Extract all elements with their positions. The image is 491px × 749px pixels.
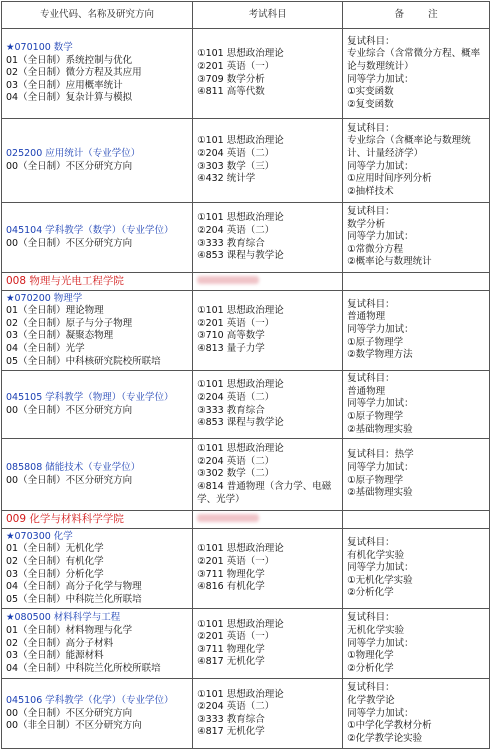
- exams-cell: [193, 119, 343, 203]
- exam-item: ①101 思想政治理论: [197, 212, 284, 224]
- direction: 04（全日制）中科院兰化所校所联培: [6, 662, 161, 674]
- exam-item: ④813 量子力学: [197, 342, 265, 354]
- exam-item: ②201 英语（一）: [197, 631, 275, 643]
- exam-item: ④814 普通物理（含力学、电磁学、光学）: [197, 480, 332, 505]
- direction: 04（全日制）光学: [6, 342, 85, 354]
- exam-item: ①101 思想政治理论: [197, 543, 284, 555]
- exams-cell: [193, 290, 343, 371]
- admissions-table: [1, 1, 490, 749]
- notes-cell: [343, 679, 490, 749]
- direction: 00（全日制）不区分研究方向: [6, 404, 133, 416]
- note-item: ①物理化学: [347, 650, 394, 662]
- direction: 05（全日制）中科院兰化所联培: [6, 593, 142, 605]
- note-item: 同等学力加试：: [347, 562, 414, 574]
- section-title-cell: [2, 511, 193, 529]
- direction: 04（全日制）复杂计算与模拟: [6, 92, 133, 104]
- note-item: 同等学力加试：: [347, 324, 414, 336]
- major-code: ★070300 化学: [6, 530, 73, 542]
- header-col-notes: 备 注: [343, 2, 490, 29]
- direction: 02（全日制）高分子材料: [6, 637, 114, 649]
- exam-item: ①101 思想政治理论: [197, 135, 284, 147]
- exam-item: ①101 思想政治理论: [197, 305, 284, 317]
- note-item: ①中学化学教材分析: [347, 720, 432, 732]
- note-item: 有机化学实验: [347, 549, 405, 561]
- exam-item: ④853 课程与教学论: [197, 417, 284, 429]
- redacted-text: [197, 276, 259, 284]
- note-item: 专业综合（含常微分方程、概率论与数理统计）: [347, 48, 481, 72]
- exam-item: ③302 数学（二）: [197, 468, 275, 480]
- direction: 03（全日制）凝聚态物理: [6, 330, 114, 342]
- note-item: 复试科目：: [347, 537, 395, 549]
- table-row: [2, 679, 490, 749]
- note-item: 同等学力加试：: [347, 231, 414, 243]
- direction: 02（全日制）微分方程及其应用: [6, 67, 142, 79]
- note-item: ①原子物理学: [347, 336, 404, 348]
- notes-cell: [343, 528, 490, 609]
- exam-item: ③333 教育综合: [197, 237, 265, 249]
- note-item: 复试科目：: [347, 122, 395, 134]
- note-item: 同等学力加试：: [347, 462, 414, 474]
- exam-item: ②204 英语（二）: [197, 224, 275, 236]
- note-item: 同等学力加试：: [347, 398, 414, 410]
- section-row: [2, 511, 490, 529]
- major-code: 045105 学科教学（物理）（专业学位）: [6, 392, 174, 404]
- exam-item: ④817 无机化学: [197, 726, 265, 738]
- section-title: 008 物理与光电工程学院: [6, 274, 124, 287]
- major-code: ★080500 材料科学与工程: [6, 612, 121, 624]
- direction: 03（全日制）应用概率统计: [6, 79, 123, 91]
- direction: 01（全日制）理论物理: [6, 305, 104, 317]
- exam-item: ②204 英语（二）: [197, 392, 275, 404]
- exam-item: ④817 无机化学: [197, 656, 265, 668]
- note-item: 复试科目：: [347, 206, 395, 218]
- notes-cell: [343, 203, 490, 273]
- exam-item: ①101 思想政治理论: [197, 443, 284, 455]
- exam-item: ③303 数学（三）: [197, 160, 275, 172]
- note-item: ①原子物理学: [347, 410, 404, 422]
- direction: 04（全日制）高分子化学与物理: [6, 581, 142, 593]
- direction: 03（全日制）能源材料: [6, 650, 104, 662]
- note-item: ②基础物理实验: [347, 423, 413, 435]
- notes-cell: [343, 29, 490, 119]
- major-cell: [2, 290, 193, 371]
- note-item: 复试科目：: [347, 373, 395, 385]
- empty-cell: [343, 511, 490, 529]
- major-code: 085808 储能技术（专业学位）: [6, 462, 141, 474]
- exams-cell: [193, 371, 343, 439]
- exam-item: ③333 教育综合: [197, 713, 265, 725]
- exam-item: ②201 英语（一）: [197, 555, 275, 567]
- direction: 01（全日制）材料物理与化学: [6, 624, 133, 636]
- exam-item: ②204 英语（二）: [197, 455, 275, 467]
- exam-item: ①101 思想政治理论: [197, 379, 284, 391]
- exam-item: ③711 物理化学: [197, 568, 265, 580]
- table-row: [2, 609, 490, 679]
- major-cell: [2, 371, 193, 439]
- redacted-text: [197, 514, 259, 522]
- table-row: [2, 29, 490, 119]
- major-code: ★070200 物理学: [6, 292, 83, 304]
- note-item: ②分析化学: [347, 587, 394, 599]
- table-row: [2, 203, 490, 273]
- direction: 00（全日制）不区分研究方向: [6, 237, 133, 249]
- redacted-cell: [193, 511, 343, 529]
- note-item: 同等学力加试：: [347, 160, 414, 172]
- table-row: [2, 371, 490, 439]
- exams-cell: [193, 528, 343, 609]
- note-item: ①应用时间序列分析: [347, 173, 432, 185]
- direction: 00（非全日制）不区分研究方向: [6, 720, 142, 732]
- exam-item: ④853 课程与教学论: [197, 250, 284, 262]
- note-item: ②复变函数: [347, 98, 394, 110]
- note-item: 复试科目：: [347, 298, 395, 310]
- note-item: 普通物理: [347, 311, 386, 323]
- note-item: 同等学力加试：: [347, 637, 414, 649]
- exam-item: ③333 教育综合: [197, 404, 265, 416]
- exams-cell: [193, 439, 343, 511]
- note-item: 复试科目：热学: [347, 449, 414, 461]
- note-item: 专业综合（含概率论与数理统计、计量经济学）: [347, 135, 471, 159]
- exam-item: ④432 统计学: [197, 173, 256, 185]
- direction: 00（全日制）不区分研究方向: [6, 474, 133, 486]
- direction: 02（全日制）有机化学: [6, 555, 104, 567]
- major-cell: [2, 439, 193, 511]
- exams-cell: [193, 679, 343, 749]
- note-item: ②化学教学论实验: [347, 732, 423, 744]
- exam-item: ②201 英语（一）: [197, 60, 275, 72]
- section-title-cell: [2, 273, 193, 291]
- major-cell: [2, 609, 193, 679]
- direction: 00（全日制）不区分研究方向: [6, 160, 133, 172]
- exam-item: ③709 数学分析: [197, 73, 265, 85]
- note-item: ①实变函数: [347, 86, 394, 98]
- note-item: ①原子物理学: [347, 474, 404, 486]
- direction: 01（全日制）无机化学: [6, 543, 104, 555]
- notes-cell: [343, 119, 490, 203]
- note-item: ②抽样技术: [347, 185, 394, 197]
- header-col-major: 专业代码、名称及研究方向: [2, 2, 193, 29]
- note-item: 化学教学论: [347, 694, 395, 706]
- direction: 00（全日制）不区分研究方向: [6, 707, 133, 719]
- major-cell: [2, 29, 193, 119]
- note-item: ②数学物理方法: [347, 349, 413, 361]
- direction: 02（全日制）原子与分子物理: [6, 317, 133, 329]
- major-code: 045106 学科教学（化学）（专业学位）: [6, 694, 174, 706]
- table-header-row: [2, 2, 490, 29]
- note-item: 复试科目：: [347, 612, 395, 624]
- note-item: 复试科目：: [347, 35, 395, 47]
- note-item: 数学分析: [347, 218, 386, 230]
- note-item: 同等学力加试：: [347, 707, 414, 719]
- exams-cell: [193, 203, 343, 273]
- notes-cell: [343, 371, 490, 439]
- table-row: [2, 290, 490, 371]
- empty-cell: [343, 273, 490, 291]
- exam-item: ①101 思想政治理论: [197, 618, 284, 630]
- direction: 05（全日制）中科核研究院校所联培: [6, 355, 161, 367]
- table-row: [2, 119, 490, 203]
- section-row: [2, 273, 490, 291]
- major-code: 045104 学科教学（数学）（专业学位）: [6, 224, 174, 236]
- exam-item: ②204 英语（二）: [197, 147, 275, 159]
- notes-cell: [343, 609, 490, 679]
- major-cell: [2, 203, 193, 273]
- table-row: [2, 528, 490, 609]
- note-item: 复试科目：: [347, 682, 395, 694]
- note-item: ①无机化学实验: [347, 574, 413, 586]
- header-col-exams: 考试科目: [193, 2, 343, 29]
- section-title: 009 化学与材料科学学院: [6, 512, 124, 525]
- note-item: 普通物理: [347, 385, 386, 397]
- note-item: ②概率论与数理统计: [347, 256, 432, 268]
- major-cell: [2, 528, 193, 609]
- notes-cell: [343, 439, 490, 511]
- exam-item: ①101 思想政治理论: [197, 48, 284, 60]
- exam-item: ②204 英语（二）: [197, 701, 275, 713]
- exams-cell: [193, 609, 343, 679]
- direction: 01（全日制）系统控制与优化: [6, 54, 133, 66]
- exam-item: ③710 高等数学: [197, 330, 265, 342]
- notes-cell: [343, 290, 490, 371]
- direction: 03（全日制）分析化学: [6, 568, 104, 580]
- major-cell: [2, 119, 193, 203]
- note-item: ①常微分方程: [347, 243, 404, 255]
- exam-item: ④811 高等代数: [197, 86, 265, 98]
- major-code: ★070100 数学: [6, 42, 73, 54]
- note-item: ②分析化学: [347, 662, 394, 674]
- exam-item: ②201 英语（一）: [197, 317, 275, 329]
- major-code: 025200 应用统计（专业学位）: [6, 147, 141, 159]
- exam-item: ①101 思想政治理论: [197, 688, 284, 700]
- exam-item: ④816 有机化学: [197, 581, 265, 593]
- exam-item: ③711 物理化学: [197, 643, 265, 655]
- note-item: 同等学力加试：: [347, 73, 414, 85]
- redacted-cell: [193, 273, 343, 291]
- table-row: [2, 439, 490, 511]
- note-item: ②基础物理实验: [347, 487, 413, 499]
- exams-cell: [193, 29, 343, 119]
- note-item: 无机化学实验: [347, 624, 405, 636]
- major-cell: [2, 679, 193, 749]
